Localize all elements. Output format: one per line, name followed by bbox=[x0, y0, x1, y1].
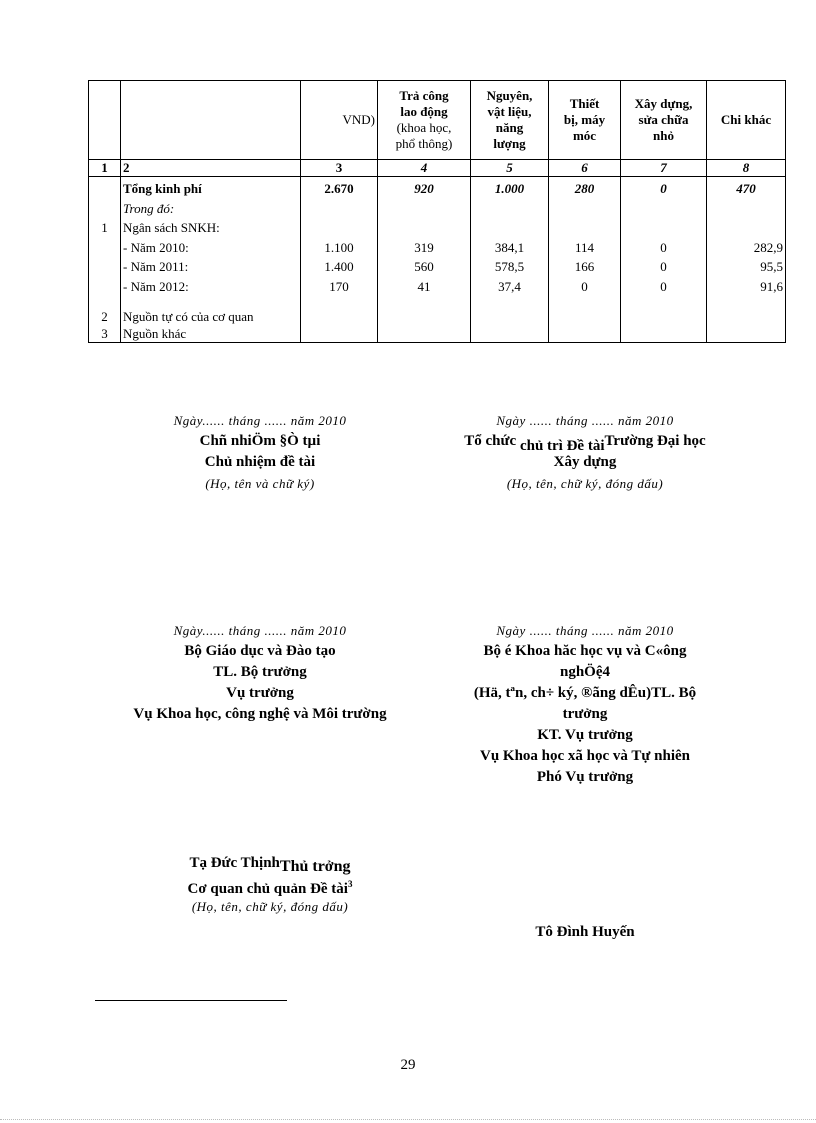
header-material-l1: Nguyên, bbox=[486, 88, 533, 103]
header-labor-l4: phổ thông) bbox=[395, 136, 453, 151]
col-labor-cell bbox=[378, 177, 471, 343]
header-vnd-text: VND) bbox=[342, 112, 375, 127]
sig3-line2: TL. Bộ trưởng bbox=[213, 664, 307, 680]
material-2011: 578,5 bbox=[494, 259, 525, 274]
total-construction: 0 bbox=[660, 181, 667, 196]
header-equipment-l1: Thiết bbox=[569, 96, 600, 111]
row-index-2: 2 bbox=[101, 309, 108, 324]
header-construction-l1: Xây dựng, bbox=[634, 96, 693, 111]
sig2-line2: Xây dựng bbox=[553, 454, 617, 470]
signature-block-science-department bbox=[425, 620, 745, 788]
col-vnd-cell bbox=[301, 177, 378, 343]
sig2-line1b: chủ trì Đề tài bbox=[519, 438, 605, 454]
footnote-separator bbox=[95, 1000, 287, 1001]
other-2012: 91,6 bbox=[760, 278, 783, 294]
row-label-cell bbox=[121, 177, 301, 343]
header-construction-l2: sửa chữa bbox=[638, 112, 689, 127]
sig4-line7: Phó Vụ trưởng bbox=[536, 769, 634, 785]
vnd-2011: 1.400 bbox=[324, 259, 354, 274]
sig4-date: Ngày ...... tháng ...... năm 2010 bbox=[496, 623, 674, 638]
col-num-2: 2 bbox=[121, 160, 301, 177]
material-2012: 37,4 bbox=[498, 278, 521, 294]
material-2010: 384,1 bbox=[494, 239, 525, 255]
table-header-row bbox=[89, 81, 786, 160]
row-index-3: 3 bbox=[101, 326, 108, 341]
col-num-1: 1 bbox=[89, 160, 121, 177]
header-construction bbox=[621, 81, 707, 160]
sig1-line2: Chủ nhiệm đề tài bbox=[204, 454, 316, 470]
header-construction-l3: nhỏ bbox=[653, 128, 674, 143]
sig4-line5: KT. Vụ trưởng bbox=[537, 727, 633, 743]
sig3-line3: Vụ trưởng bbox=[226, 685, 294, 701]
total-labor: 920 bbox=[414, 181, 434, 196]
header-material-l3: năng bbox=[495, 120, 524, 135]
col-material-cell bbox=[471, 177, 549, 343]
labor-2012: 41 bbox=[417, 278, 431, 294]
row-index-1: 1 bbox=[101, 220, 108, 235]
sig2-line1c: Trường Đại học bbox=[604, 433, 706, 449]
table-body-row bbox=[89, 177, 786, 343]
header-equipment bbox=[549, 81, 621, 160]
sig3-line1: Bộ Giáo dục và Đào tạo bbox=[184, 643, 336, 659]
sig6-name: Tô Đình Huyến bbox=[535, 924, 635, 940]
col-num-3: 3 bbox=[301, 160, 378, 177]
header-labor bbox=[378, 81, 471, 160]
header-equipment-l2: bị, máy bbox=[563, 112, 606, 127]
construction-2012: 0 bbox=[660, 278, 667, 294]
header-material-l4: lượng bbox=[493, 136, 526, 151]
header-labor-l1: Trả công bbox=[399, 88, 449, 103]
total-label: Tổng kinh phí bbox=[123, 181, 202, 196]
sig1-date: Ngày...... tháng ...... năm 2010 bbox=[173, 413, 347, 428]
col-construction-cell bbox=[621, 177, 707, 343]
total-equipment: 280 bbox=[574, 181, 595, 196]
total-other: 470 bbox=[736, 181, 756, 196]
signature-block-governing-agency bbox=[120, 852, 420, 914]
row-index-cell bbox=[89, 177, 121, 343]
sig5-name: Tạ Đức Thịnh bbox=[189, 855, 280, 871]
signature-name-right bbox=[425, 922, 745, 943]
col-num-4: 4 bbox=[378, 160, 471, 177]
page-bottom-border bbox=[0, 1119, 816, 1120]
sig5-note: (Họ, tên, chữ ký, đóng dấu) bbox=[191, 899, 349, 914]
other-2011: 95,5 bbox=[760, 259, 783, 274]
sig2-note: (Họ, tên, chữ ký, đóng dấu) bbox=[506, 476, 664, 491]
total-material: 1.000 bbox=[494, 181, 525, 196]
header-equipment-l3: móc bbox=[572, 128, 597, 143]
col-num-5: 5 bbox=[471, 160, 549, 177]
col-equipment-cell bbox=[549, 177, 621, 343]
col-num-8: 8 bbox=[707, 160, 786, 177]
total-vnd: 2.670 bbox=[324, 181, 354, 196]
sig2-line1a: Tổ chức bbox=[464, 433, 517, 449]
year-2011-label: - Năm 2011: bbox=[123, 259, 189, 274]
sub-label: Trong đó: bbox=[123, 200, 175, 216]
equipment-2011: 166 bbox=[574, 259, 595, 274]
labor-2011: 560 bbox=[414, 259, 434, 274]
signature-block-project-leader bbox=[110, 410, 410, 494]
header-other-text: Chi khác bbox=[720, 112, 772, 127]
construction-2010: 0 bbox=[660, 239, 667, 255]
sig5-title: Thủ trởng bbox=[279, 858, 351, 875]
header-content bbox=[121, 81, 301, 160]
labor-2010: 319 bbox=[414, 239, 434, 255]
sig4-line2: nghÖệ4 bbox=[559, 664, 610, 680]
header-material bbox=[471, 81, 549, 160]
page-number: 29 bbox=[400, 1057, 416, 1073]
sig2-date: Ngày ...... tháng ...... năm 2010 bbox=[496, 413, 674, 428]
col-num-6: 6 bbox=[549, 160, 621, 177]
col-other-cell bbox=[707, 177, 786, 343]
vnd-2010: 1.100 bbox=[324, 239, 354, 255]
sig1-note: (Họ, tên và chữ ký) bbox=[205, 476, 315, 491]
sig3-line4: Vụ Khoa học, công nghệ và Môi trường bbox=[133, 706, 387, 722]
sig1-line1: Chñ nhiÖm §Ò tµi bbox=[199, 433, 321, 449]
equipment-2012: 0 bbox=[581, 278, 588, 294]
own-source-label: Nguồn tự có của cơ quan bbox=[123, 309, 254, 324]
sig4-line6: Vụ Khoa học xã học và Tự nhiên bbox=[479, 748, 691, 764]
header-labor-l2: lao động bbox=[400, 104, 448, 119]
footnote-ref-3: 3 bbox=[347, 879, 353, 889]
column-number-row bbox=[89, 160, 786, 177]
sig4-line1: Bộ é Khoa hăc học vụ và C«ông bbox=[483, 643, 687, 659]
header-index bbox=[89, 81, 121, 160]
signature-block-host-organization bbox=[425, 410, 745, 494]
year-2010-label: - Năm 2010: bbox=[123, 239, 189, 255]
budget-table bbox=[88, 80, 786, 343]
sig4-line3: (Hä, tªn, ch÷ ký, ®ãng dÊu)TL. Bộ bbox=[473, 685, 697, 701]
year-2012-label: - Năm 2012: bbox=[123, 278, 189, 294]
budget-label: Ngân sách SNKH: bbox=[123, 220, 220, 235]
header-material-l2: vật liệu, bbox=[487, 104, 532, 119]
header-labor-l3: (khoa học, bbox=[396, 120, 452, 135]
sig5-line2: Cơ quan chủ quản Đề tài bbox=[187, 881, 348, 897]
signature-block-ministry bbox=[100, 620, 420, 725]
header-other bbox=[707, 81, 786, 160]
vnd-2012: 170 bbox=[329, 278, 349, 294]
other-source-label: Nguồn khác bbox=[123, 326, 187, 341]
col-num-7: 7 bbox=[621, 160, 707, 177]
other-2010: 282,9 bbox=[753, 239, 783, 255]
sig3-date: Ngày...... tháng ...... năm 2010 bbox=[173, 623, 347, 638]
equipment-2010: 114 bbox=[574, 239, 595, 255]
sig4-line4: trưởng bbox=[562, 706, 608, 722]
construction-2011: 0 bbox=[660, 259, 667, 274]
header-vnd bbox=[301, 81, 378, 160]
